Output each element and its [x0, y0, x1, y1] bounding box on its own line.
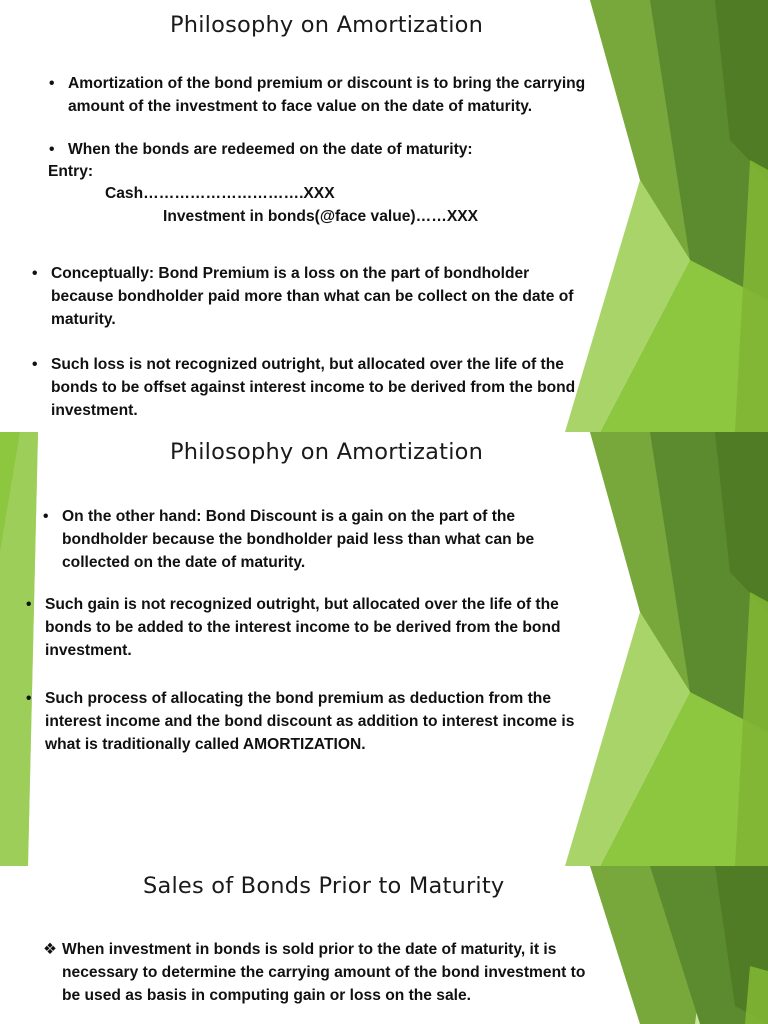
bullet-marker: •: [49, 75, 55, 92]
text-line: necessary to determine the carrying amount of the bond investment to: [62, 964, 586, 981]
bullet-marker: •: [43, 508, 49, 525]
text-line: When the bonds are redeemed on the date of maturity:: [68, 141, 473, 158]
entry-label: Entry:: [48, 163, 94, 180]
text-line: bonds to be offset against interest income to be derived from the bond: [51, 379, 576, 396]
text-line: bondholder because the bondholder paid less than what can be: [62, 531, 535, 548]
text-line: When investment in bonds is sold prior to the date of maturity, it is: [62, 941, 557, 958]
text-line: be used as basis in computing gain or loss on the sale.: [62, 987, 471, 1004]
slide-3: [0, 866, 768, 1024]
slide-title: Sales of Bonds Prior to Maturity: [143, 873, 505, 899]
bullet-marker: •: [32, 265, 38, 282]
text-line: what is traditionally called AMORTIZATION.: [45, 736, 366, 753]
text-line: On the other hand: Bond Discount is a gain on the part of the: [62, 508, 516, 525]
text-line: Conceptually: Bond Premium is a loss on the part of bondholder: [51, 265, 530, 282]
entry-debit-line: Cash………………………….XXX: [105, 185, 335, 202]
slide-title: Philosophy on Amortization: [170, 12, 484, 38]
entry-credit-line: Investment in bonds(@face value)……XXX: [163, 208, 479, 225]
text-line: Amortization of the bond premium or discount is to bring the carrying: [68, 75, 586, 92]
text-line: investment.: [51, 402, 138, 419]
text-line: amount of the investment to face value on the date of maturity.: [68, 98, 533, 115]
text-line: interest income and the bond discount as addition to interest income is: [45, 713, 575, 730]
text-line: Such gain is not recognized outright, but allocated over the life of the: [45, 596, 559, 613]
text-line: maturity.: [51, 311, 116, 328]
text-line: Such process of allocating the bond premium as deduction from the: [45, 690, 551, 707]
bullet-marker: •: [49, 141, 55, 158]
slide-1: [0, 0, 768, 432]
bullet-bond-premium-loss: [32, 262, 574, 331]
bullet-redeemed-at-maturity: [49, 138, 473, 161]
diamond-bullet-icon: ❖: [43, 941, 57, 958]
bullet-bond-discount-gain: [43, 505, 535, 574]
slide-2: [0, 432, 768, 866]
bullet-amortization-definition: [26, 687, 575, 756]
text-line: investment.: [45, 642, 132, 659]
text-line: bonds to be added to the interest income to be derived from the bond: [45, 619, 561, 636]
text-line: because bondholder paid more than what can be collect on the date of: [51, 288, 574, 305]
bullet-sale-before-maturity: [43, 938, 586, 1007]
text-line: Such loss is not recognized outright, but allocated over the life of the: [51, 356, 564, 373]
text-line: collected on the date of maturity.: [62, 554, 306, 571]
bullet-loss-allocation: [32, 353, 576, 422]
bullet-amortization-purpose: [49, 72, 586, 118]
bullet-marker: •: [32, 356, 38, 373]
bullet-marker: •: [26, 690, 32, 707]
slide-title: Philosophy on Amortization: [170, 439, 484, 465]
bullet-gain-allocation: [26, 593, 561, 662]
bullet-marker: •: [26, 596, 32, 613]
